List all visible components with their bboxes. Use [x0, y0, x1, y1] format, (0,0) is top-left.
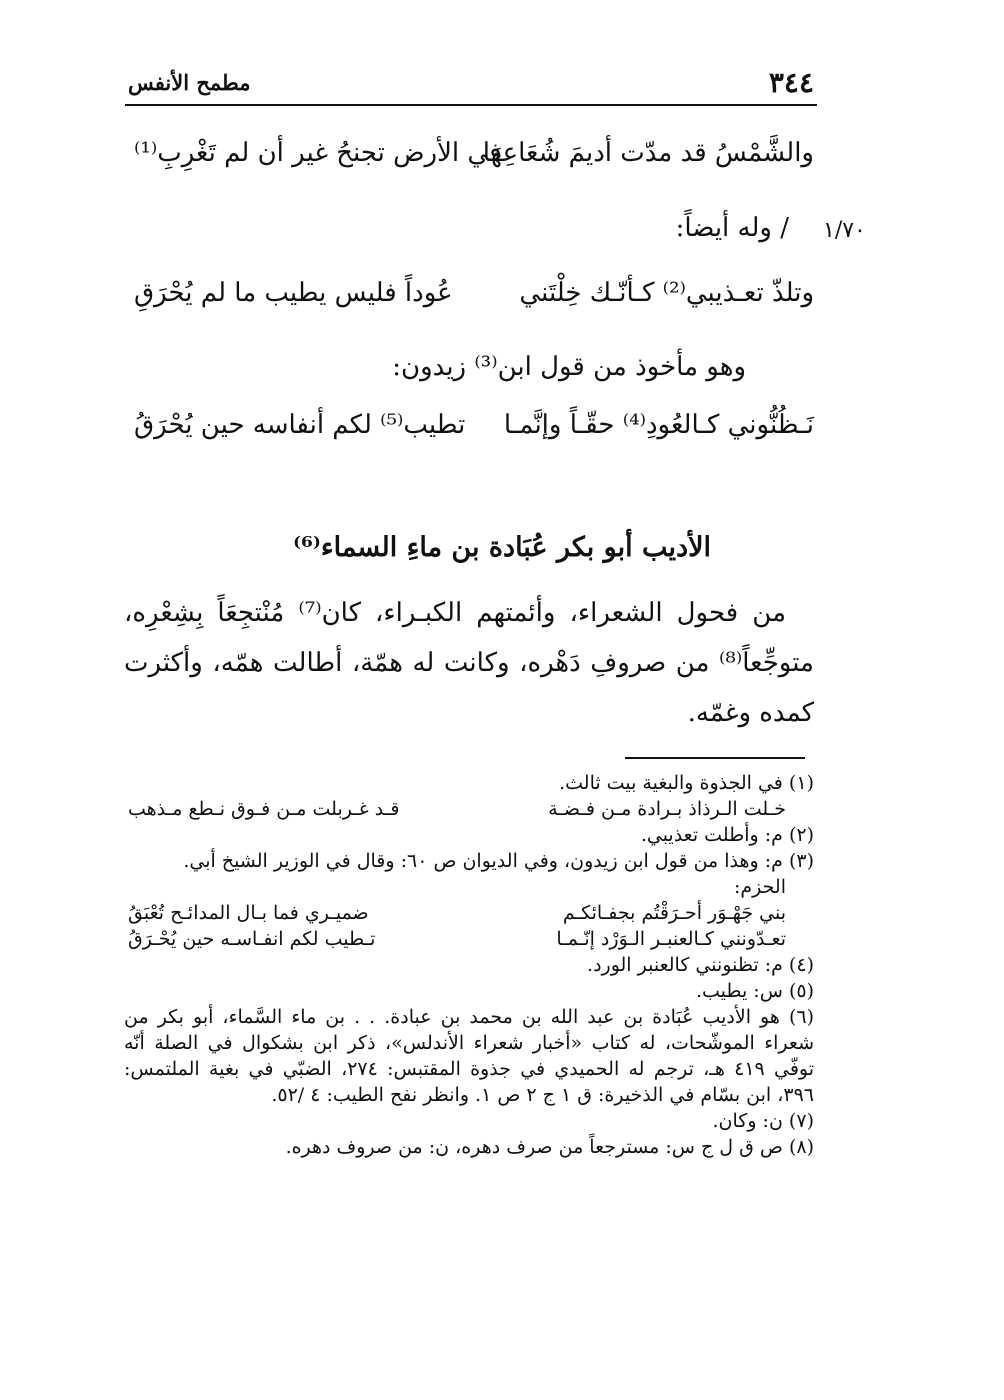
verse-1-hemistich-1: والشَّمْسُ قد مدّت أديمَ شُعَاعِهَا — [482, 138, 814, 168]
footnote-3: (٣) م: وهذا من قول ابن زيدون، وفي الديوان ص ٦٠: وقال في الوزير الشيخ أبي. — [183, 850, 814, 872]
footnote-8: (٨) ص ق ل ج س: مسترجعاً من صرف دهره، ن: من صروف دهره. — [285, 1136, 814, 1158]
footnote-1: (١) في الجذوة والبغية بيت ثالث. — [559, 772, 814, 794]
biography-paragraph — [124, 588, 814, 738]
verse-3 — [134, 410, 814, 460]
verse-2-hemistich-1: وتلذّ تعـذيبي⁽²⁾ كـأنّـك خِلْتَني — [519, 278, 814, 308]
footnote-1-verse — [124, 796, 814, 822]
footnote-3-verse-1 — [124, 900, 814, 926]
verse-3-hemistich-2: تطيب⁽⁵⁾ لكم أنفاسه حين يُحْرَقُ — [134, 410, 466, 440]
verse-2 — [134, 278, 814, 328]
footnote-3-continuation: الحزم: — [734, 876, 786, 898]
verse-2-hemistich-2: عُوداً فليس يطيب ما لم يُحْرَقِ — [134, 278, 453, 308]
footnote-5: (٥) س: يطيب. — [695, 980, 814, 1002]
verse-3-hemistich-1: نَـظُنُّوني كـالعُودِ⁽⁴⁾ حقّـاً وإنَّمـا — [503, 410, 814, 440]
footnote-3-verse-1-hemistich-2: ضميـري فما بـال المدائـح تُعْبَقُ — [128, 902, 369, 924]
header-rule — [125, 104, 817, 106]
running-header-title: مطمح الأنفس — [128, 70, 251, 95]
footnote-2: (٢) م: وأطلت تعذيبي. — [640, 824, 814, 846]
verse-1-hemistich-2: في الأرض تجنحُ غير أن لم تَغْرِبِ⁽¹⁾ — [134, 138, 502, 168]
footnote-3-verse-2-hemistich-2: تـطيب لكم انفـاسـه حين يُحْـرَقُ — [128, 928, 376, 950]
footnote-3-verse-2 — [124, 926, 814, 952]
biography-text: من فحول الشعراء، وأئمتهم الكبـراء، كان⁽⁷⁾ مُنْتجِعَاً بِشِعْرِه، متوجِّعاً⁽⁸⁾ من صروفِ دَهْره، وكانت له همّة، أطالت همّه، وأكثرت كمده وغمّه. — [124, 598, 814, 728]
footnote-1-verse-hemistich-2: قـد غـربلت مـن فـوق نـطع مـذهب — [128, 798, 400, 820]
footnote-7: (٧) ن: وكان. — [712, 1110, 814, 1132]
page-number: ٣٤٤ — [768, 66, 814, 99]
footnote-4: (٤) م: تظنونني كالعنبر الورد. — [587, 954, 814, 976]
intro-line-2: وهو مأخوذ من قول ابن⁽³⁾ زيدون: — [392, 352, 746, 382]
footnote-6: (٦) هو الأديب عُبَادة بن عبد الله بن محمد بن عبادة. . . بن ماء السَّماء، أبو بكر من شعراء الموشّحات، له كتاب «أخبار شعراء الأندلس»، ذكر ابن بشكوال في الصلة أنّه توفّي ٤١٩ هـ، ترجم له الحميدي في جذوة المقتبس: ٢٧٤، الضبّي في بغية الملتمس: ٣٩٦، ابن بسّام في الذخيرة: ق ١ ج ٢ ص ١. وانظر نفح الطيب: ٤ /٥٢. — [124, 1006, 815, 1106]
footnote-rule — [625, 757, 805, 759]
footnote-1-verse-hemistich-1: خـلت الـرذاذ بـرادة مـن فـضـة — [548, 798, 786, 820]
verse-1 — [134, 138, 814, 188]
footnote-3-verse-2-hemistich-1: تعـدّونني كـالعنبـر الـوَرْد إنّـمـا — [556, 928, 786, 950]
margin-folio-reference: ١/٧٠ — [823, 218, 866, 243]
footnote-3-verse-1-hemistich-1: بني جَهْـوَر أحـرَقْتُم بجفـائكـم — [562, 902, 786, 924]
intro-line-1: / وله أيضاً: — [675, 213, 789, 243]
section-title: الأديب أبو بكر عُبَادة بن ماءِ السماء⁽⁶⁾ — [292, 532, 711, 563]
footnotes — [124, 770, 814, 1160]
